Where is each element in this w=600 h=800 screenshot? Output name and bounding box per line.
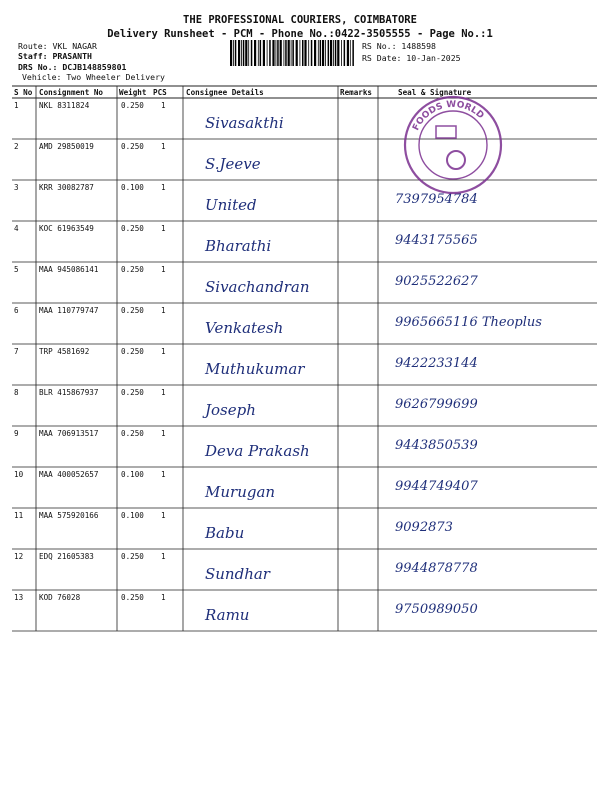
signature-handwritten: 9443850539	[395, 438, 478, 453]
row-weight: 0.250	[121, 224, 144, 233]
row-pcs: 1	[161, 306, 166, 315]
consignee-name-handwritten: United	[205, 196, 257, 214]
stamp-text: FOODS WORLD	[411, 99, 486, 133]
signature-handwritten: 9944878778	[395, 561, 478, 576]
row-consignment-no: KOC 61963549	[39, 224, 94, 233]
row-consignment-no: EDQ 21605383	[39, 552, 94, 561]
consignee-name-handwritten: Joseph	[205, 401, 256, 419]
row-weight: 0.100	[121, 470, 144, 479]
row-sno: 4	[14, 224, 19, 233]
consignee-name-handwritten: Murugan	[205, 483, 276, 501]
row-sno: 10	[14, 470, 24, 479]
row-pcs: 1	[161, 224, 166, 233]
row-sno: 7	[14, 347, 19, 356]
row-consignment-no: MAA 575920166	[39, 511, 99, 520]
row-weight: 0.250	[121, 429, 144, 438]
seal-stamp	[398, 90, 508, 200]
header-consignee-details: Consignee Details	[186, 88, 264, 97]
row-sno: 9	[14, 429, 19, 438]
consignee-name-handwritten: Sivasakthi	[205, 114, 284, 132]
runsheet-title: Delivery Runsheet - PCM - Phone No.:0422-3505555 - Page No.:1	[107, 28, 493, 40]
row-sno: 5	[14, 265, 19, 274]
header-seal-signature: Seal & Signature	[398, 88, 472, 97]
row-pcs: 1	[161, 552, 166, 561]
row-consignment-no: AMD 29850019	[39, 142, 94, 151]
row-consignment-no: KOD 76028	[39, 593, 81, 602]
row-consignment-no: TRP 4581692	[39, 347, 90, 356]
header-remarks: Remarks	[340, 88, 373, 97]
header-pcs: PCS	[153, 88, 167, 97]
consignee-name-handwritten: Ramu	[205, 606, 250, 624]
row-consignment-no: MAA 400052657	[39, 470, 99, 479]
signature-handwritten: 9422233144	[395, 356, 478, 371]
row-weight: 0.250	[121, 265, 144, 274]
row-weight: 0.250	[121, 347, 144, 356]
row-pcs: 1	[161, 470, 166, 479]
signature-handwritten: 9092873	[395, 520, 453, 535]
row-pcs: 1	[161, 511, 166, 520]
row-pcs: 1	[161, 593, 166, 602]
row-pcs: 1	[161, 347, 166, 356]
row-pcs: 1	[161, 429, 166, 438]
signature-handwritten: 7397954784	[395, 192, 478, 207]
row-pcs: 1	[161, 142, 166, 151]
consignee-name-handwritten: Muthukumar	[205, 360, 305, 378]
rs-no-text: RS No.: 1488598	[362, 41, 436, 51]
row-sno: 12	[14, 552, 24, 561]
consignee-name-handwritten: Deva Prakash	[205, 442, 310, 460]
row-consignment-no: MAA 706913517	[39, 429, 99, 438]
drs-text: DRS No.: DCJB148859801	[18, 62, 127, 72]
row-weight: 0.100	[121, 511, 144, 520]
signature-handwritten: 9965665116 Theoplus	[395, 315, 542, 330]
row-sno: 8	[14, 388, 19, 397]
row-consignment-no: KRR 30082787	[39, 183, 94, 192]
row-consignment-no: BLR 415867937	[39, 388, 99, 397]
row-weight: 0.250	[121, 101, 144, 110]
row-consignment-no: MAA 110779747	[39, 306, 99, 315]
route-text: Route: VKL NAGAR	[18, 41, 97, 51]
row-sno: 11	[14, 511, 24, 520]
signature-handwritten: 9944749407	[395, 479, 478, 494]
row-weight: 0.100	[121, 183, 144, 192]
signature-handwritten: 9443175565	[395, 233, 478, 248]
row-sno: 6	[14, 306, 19, 315]
row-weight: 0.250	[121, 142, 144, 151]
consignee-name-handwritten: Sundhar	[205, 565, 270, 583]
consignee-name-handwritten: S.Jeeve	[205, 155, 261, 173]
row-sno: 2	[14, 142, 19, 151]
signature-handwritten: 9750989050	[395, 602, 478, 617]
row-weight: 0.250	[121, 593, 144, 602]
row-sno: 1	[14, 101, 19, 110]
header-sno: S No	[14, 88, 33, 97]
row-pcs: 1	[161, 101, 166, 110]
row-weight: 0.250	[121, 552, 144, 561]
row-consignment-no: NKL 8311824	[39, 101, 90, 110]
row-sno: 3	[14, 183, 19, 192]
company-title: THE PROFESSIONAL COURIERS, COIMBATORE	[183, 14, 417, 26]
signature-handwritten: 9025522627	[395, 274, 478, 289]
row-pcs: 1	[161, 388, 166, 397]
staff-text: Staff: PRASANTH	[18, 51, 92, 61]
header-consignment-no: Consignment No	[39, 88, 104, 97]
consignee-name-handwritten: Bharathi	[205, 237, 272, 255]
svg-text:FOODS WORLD	[411, 100, 485, 132]
header-weight: Weight	[119, 88, 147, 97]
consignee-name-handwritten: Babu	[205, 524, 245, 542]
rs-date-text: RS Date: 10-Jan-2025	[362, 53, 461, 63]
signature-handwritten: 9626799699	[395, 397, 478, 412]
consignee-name-handwritten: Sivachandran	[205, 278, 310, 296]
row-sno: 13	[14, 593, 24, 602]
row-pcs: 1	[161, 183, 166, 192]
row-consignment-no: MAA 945086141	[39, 265, 99, 274]
row-pcs: 1	[161, 265, 166, 274]
consignee-name-handwritten: Venkatesh	[205, 319, 284, 337]
row-weight: 0.250	[121, 306, 144, 315]
vehicle-text: Vehicle: Two Wheeler Delivery	[22, 72, 165, 82]
row-weight: 0.250	[121, 388, 144, 397]
